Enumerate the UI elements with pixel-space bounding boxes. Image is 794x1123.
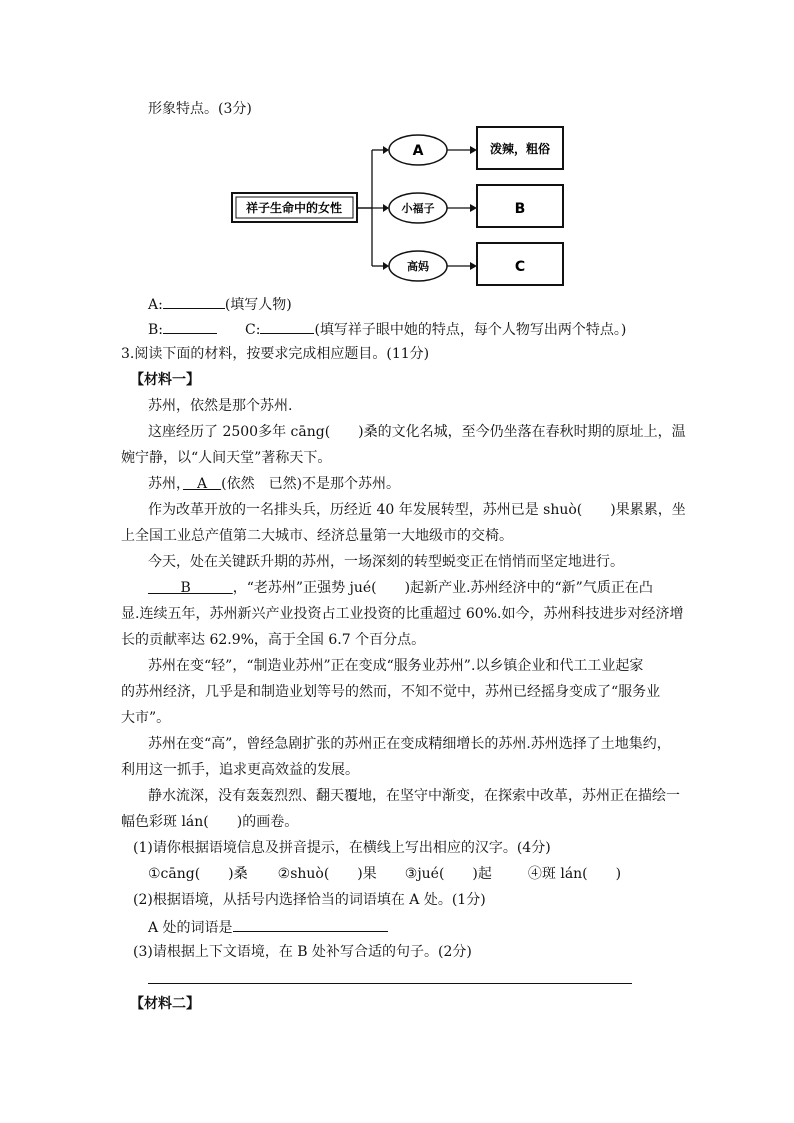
q2-answer: A 处的词语是 [148,916,388,938]
q1-stem: (1)请你根据语境信息及拼音提示，在横线上写出相应的汉字。(4分) [133,840,551,856]
paragraph: 静水流深，没有轰轰烈烈、翻天覆地，在坚守中渐变，在探索中改革，苏州正在描绘一 [148,788,680,804]
character-diagram [0,0,794,300]
fill-a: A: (填写人物) [148,293,292,315]
q2-stem: (2)根据语境，从括号内选择恰当的词语填在 A 处。(1分) [133,892,486,908]
root-label: 祥子生命中的女性 [245,201,343,215]
paragraph: 苏州在变“高”，曾经急剧扩张的苏州正在变成精细增长的苏州.苏州选择了土地集约， [148,736,671,752]
node-label: 小福子 [401,202,435,215]
trait-label: C [514,259,526,275]
fill-bc: B: C: (填写祥子眼中她的特点，每个人物写出两个特点。) [148,318,626,340]
paragraph: 作为改革开放的一名排头兵，历经近 40 年发展转型，苏州已是 shuò( )果累累，坐 [148,502,686,518]
paragraph: B ，“老苏州”正强势 jué( )起新产业.苏州经济中的“新”气质正在凸 [148,580,653,596]
question-3: 3.阅读下面的材料，按要求完成相应题目。(11分) [121,346,430,362]
paragraph: 上全国工业总产值第二大城市、经济总量第一大地级市的交椅。 [121,528,513,544]
paragraph: 苏州，依然是那个苏州. [148,398,293,414]
paragraph: 长的贡献率达 62.9%，高于全国 6.7 个百分点。 [121,632,426,648]
blank-a-marker: A [183,476,222,492]
paragraph: 的苏州经济，几乎是和制造业划等号的然而，不知不觉中，苏州已经摇身变成了“服务业 [121,684,661,700]
material-2-title: 【材料二】 [130,996,200,1012]
node-label: A [412,143,424,159]
paragraph: 今天，处在关键跃升期的苏州，一场深刻的转型蜕变正在悄悄而坚定地进行。 [148,554,624,570]
blank-b[interactable] [163,318,217,334]
paragraph: 这座经历了 2500多年 cāng( )桑的文化名城，至今仍坐落在春秋时期的原址上，温 [148,424,686,440]
root-box [232,193,357,222]
paragraph: 利用这一抓手，追求更高效益的发展。 [121,762,359,778]
answer-line-b[interactable] [148,983,632,984]
paragraph: 大市”。 [121,710,171,726]
trait-label: 泼辣，粗俗 [489,142,551,156]
q3-stem: (3)请根据上下文语境，在 B 处补写合适的句子。(2分) [133,944,472,960]
blank-b-marker: B [148,580,233,596]
q1-items: ①cāng( )桑 ②shuò( )果 ③jué( )起 ④斑 lán( ) [148,866,622,882]
node-label: 高妈 [407,260,429,273]
paragraph: 幅色彩斑 lán( )的画卷。 [121,814,299,830]
paragraph: 苏州在变“轻”，“制造业苏州”正在变成“服务业苏州”.以乡镇企业和代工工业起家 [148,658,644,674]
blank-c[interactable] [260,318,314,334]
blank-a[interactable] [163,293,225,309]
paragraph: 显.连续五年，苏州新兴产业投资占工业投资的比重超过 60%.如今，苏州科技进步对经济增 [121,606,684,622]
paragraph: 婉宁静，以“人间天堂”著称天下。 [121,450,332,466]
paragraph: 苏州， A (依然 已然)不是那个苏州。 [148,476,401,492]
material-1-title: 【材料一】 [130,372,200,388]
intro-line: 形象特点。(3分) [148,101,252,117]
answer-line-a[interactable] [233,916,388,932]
trait-label: B [514,201,526,217]
